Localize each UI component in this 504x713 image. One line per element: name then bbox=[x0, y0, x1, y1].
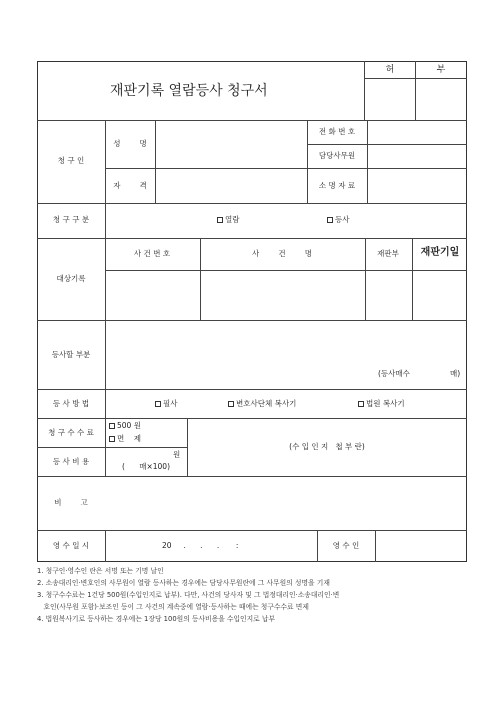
method-lawyer-option[interactable]: 변호사단체 복사기 bbox=[228, 399, 296, 409]
fee-exempt-checkbox[interactable] bbox=[109, 436, 115, 442]
view-checkbox[interactable] bbox=[217, 217, 223, 223]
phone-label: 전 화 번 호 bbox=[318, 127, 356, 136]
name-label: 성 명 bbox=[113, 139, 147, 148]
method-hand-option[interactable]: 필사 bbox=[155, 399, 178, 409]
note-item: 호인(사무원 포함)·보조인 등이 그 사건의 계속중에 열람·등사하는 때에는 청구수수료 면제 bbox=[37, 603, 309, 611]
staff-label: 담당사무원 bbox=[318, 151, 356, 160]
fee-label: 청 구 수 수 료 bbox=[48, 428, 94, 437]
fee-exempt-option[interactable]: 면 제 bbox=[109, 434, 141, 444]
column-divider bbox=[187, 418, 188, 476]
division-field[interactable] bbox=[366, 271, 411, 319]
receiver-label: 영 수 인 bbox=[332, 541, 360, 550]
note-item: 2. 소송대리인·변호인의 사무원이 열람 등사하는 경우에는 담당사무원란에 그 사무원의 성명을 기재 bbox=[37, 579, 330, 587]
receipt-date-label: 영 수 일 시 bbox=[52, 541, 90, 550]
receiver-field[interactable] bbox=[376, 531, 466, 561]
copy-cost-calc: ( 매×100) bbox=[122, 462, 171, 471]
name-field[interactable] bbox=[156, 121, 306, 167]
method-label: 등 사 방 법 bbox=[52, 399, 90, 408]
category-label: 청 구 구 분 bbox=[52, 215, 90, 224]
case-number-header: 사 건 번 호 bbox=[133, 249, 171, 258]
fee-500-option[interactable]: 500 원 bbox=[109, 421, 141, 431]
copy-count-unit: 매) bbox=[450, 369, 461, 378]
approve-yes-box[interactable] bbox=[365, 79, 414, 119]
copy-count-label: (등사매수 bbox=[378, 369, 410, 378]
case-name-header: 사 건 명 bbox=[252, 249, 312, 258]
qualification-label: 자 격 bbox=[113, 181, 147, 190]
approve-yes-label: 허 bbox=[385, 65, 395, 75]
row-divider bbox=[37, 447, 187, 448]
trial-date-header: 재판기일 bbox=[420, 247, 460, 258]
case-number-field[interactable] bbox=[106, 271, 199, 319]
copy-part-field[interactable] bbox=[106, 321, 466, 388]
lawyer-copier-checkbox[interactable] bbox=[228, 401, 234, 407]
staff-field[interactable] bbox=[368, 145, 466, 167]
note-item: 3. 청구수수료는 1건당 500원(수입인지로 납부). 다만, 사건의 당사자 및 그 법정대리인·소송대리인·변 bbox=[37, 591, 340, 599]
note-item: 4. 법원복사기로 등사하는 경우에는 1장당 100원의 등사비용을 수입인지로 납부 bbox=[37, 615, 276, 623]
category-view-option[interactable]: 열람 bbox=[217, 215, 240, 225]
copy-cost-label: 등 사 비 용 bbox=[52, 457, 90, 466]
remarks-field[interactable] bbox=[106, 477, 466, 529]
instructions-notes bbox=[37, 565, 477, 625]
receipt-date-value: 20 . . . : bbox=[162, 541, 239, 550]
note-item: 1. 청구인·영수인 란은 서명 또는 기명 날인 bbox=[37, 567, 164, 575]
fee-500-checkbox[interactable] bbox=[109, 423, 115, 429]
approve-no-label: 부 bbox=[436, 65, 446, 75]
remarks-label: 비 고 bbox=[54, 498, 88, 507]
case-name-field[interactable] bbox=[201, 271, 364, 319]
row-divider bbox=[37, 418, 467, 419]
column-divider bbox=[307, 120, 308, 203]
phone-field[interactable] bbox=[368, 121, 466, 143]
requester-label: 청 구 인 bbox=[57, 156, 85, 165]
row-divider bbox=[37, 203, 467, 204]
category-copy-option[interactable]: 등사 bbox=[327, 215, 350, 225]
record-label: 대상기록 bbox=[56, 274, 86, 283]
proof-field[interactable] bbox=[368, 169, 466, 202]
division-header: 재판부 bbox=[377, 249, 399, 258]
stamp-area-note: (수 입 인 지 첩 부 란) bbox=[289, 442, 365, 451]
row-divider bbox=[37, 389, 467, 390]
column-divider bbox=[105, 530, 106, 562]
method-court-option[interactable]: 법원 복사기 bbox=[358, 399, 405, 409]
row-divider bbox=[37, 238, 467, 239]
copy-checkbox[interactable] bbox=[327, 217, 333, 223]
court-copier-checkbox[interactable] bbox=[358, 401, 364, 407]
copy-part-label: 등사할 부분 bbox=[51, 350, 91, 359]
qualification-field[interactable] bbox=[156, 169, 306, 202]
trial-date-field[interactable] bbox=[413, 271, 466, 319]
hand-checkbox[interactable] bbox=[155, 401, 161, 407]
column-divider bbox=[317, 530, 318, 562]
copy-cost-unit: 원 bbox=[173, 450, 181, 459]
approve-no-box[interactable] bbox=[416, 79, 466, 119]
proof-label: 소 명 자 료 bbox=[318, 181, 356, 190]
form-title: 재판기록 열람등사 청구서 bbox=[110, 83, 268, 99]
